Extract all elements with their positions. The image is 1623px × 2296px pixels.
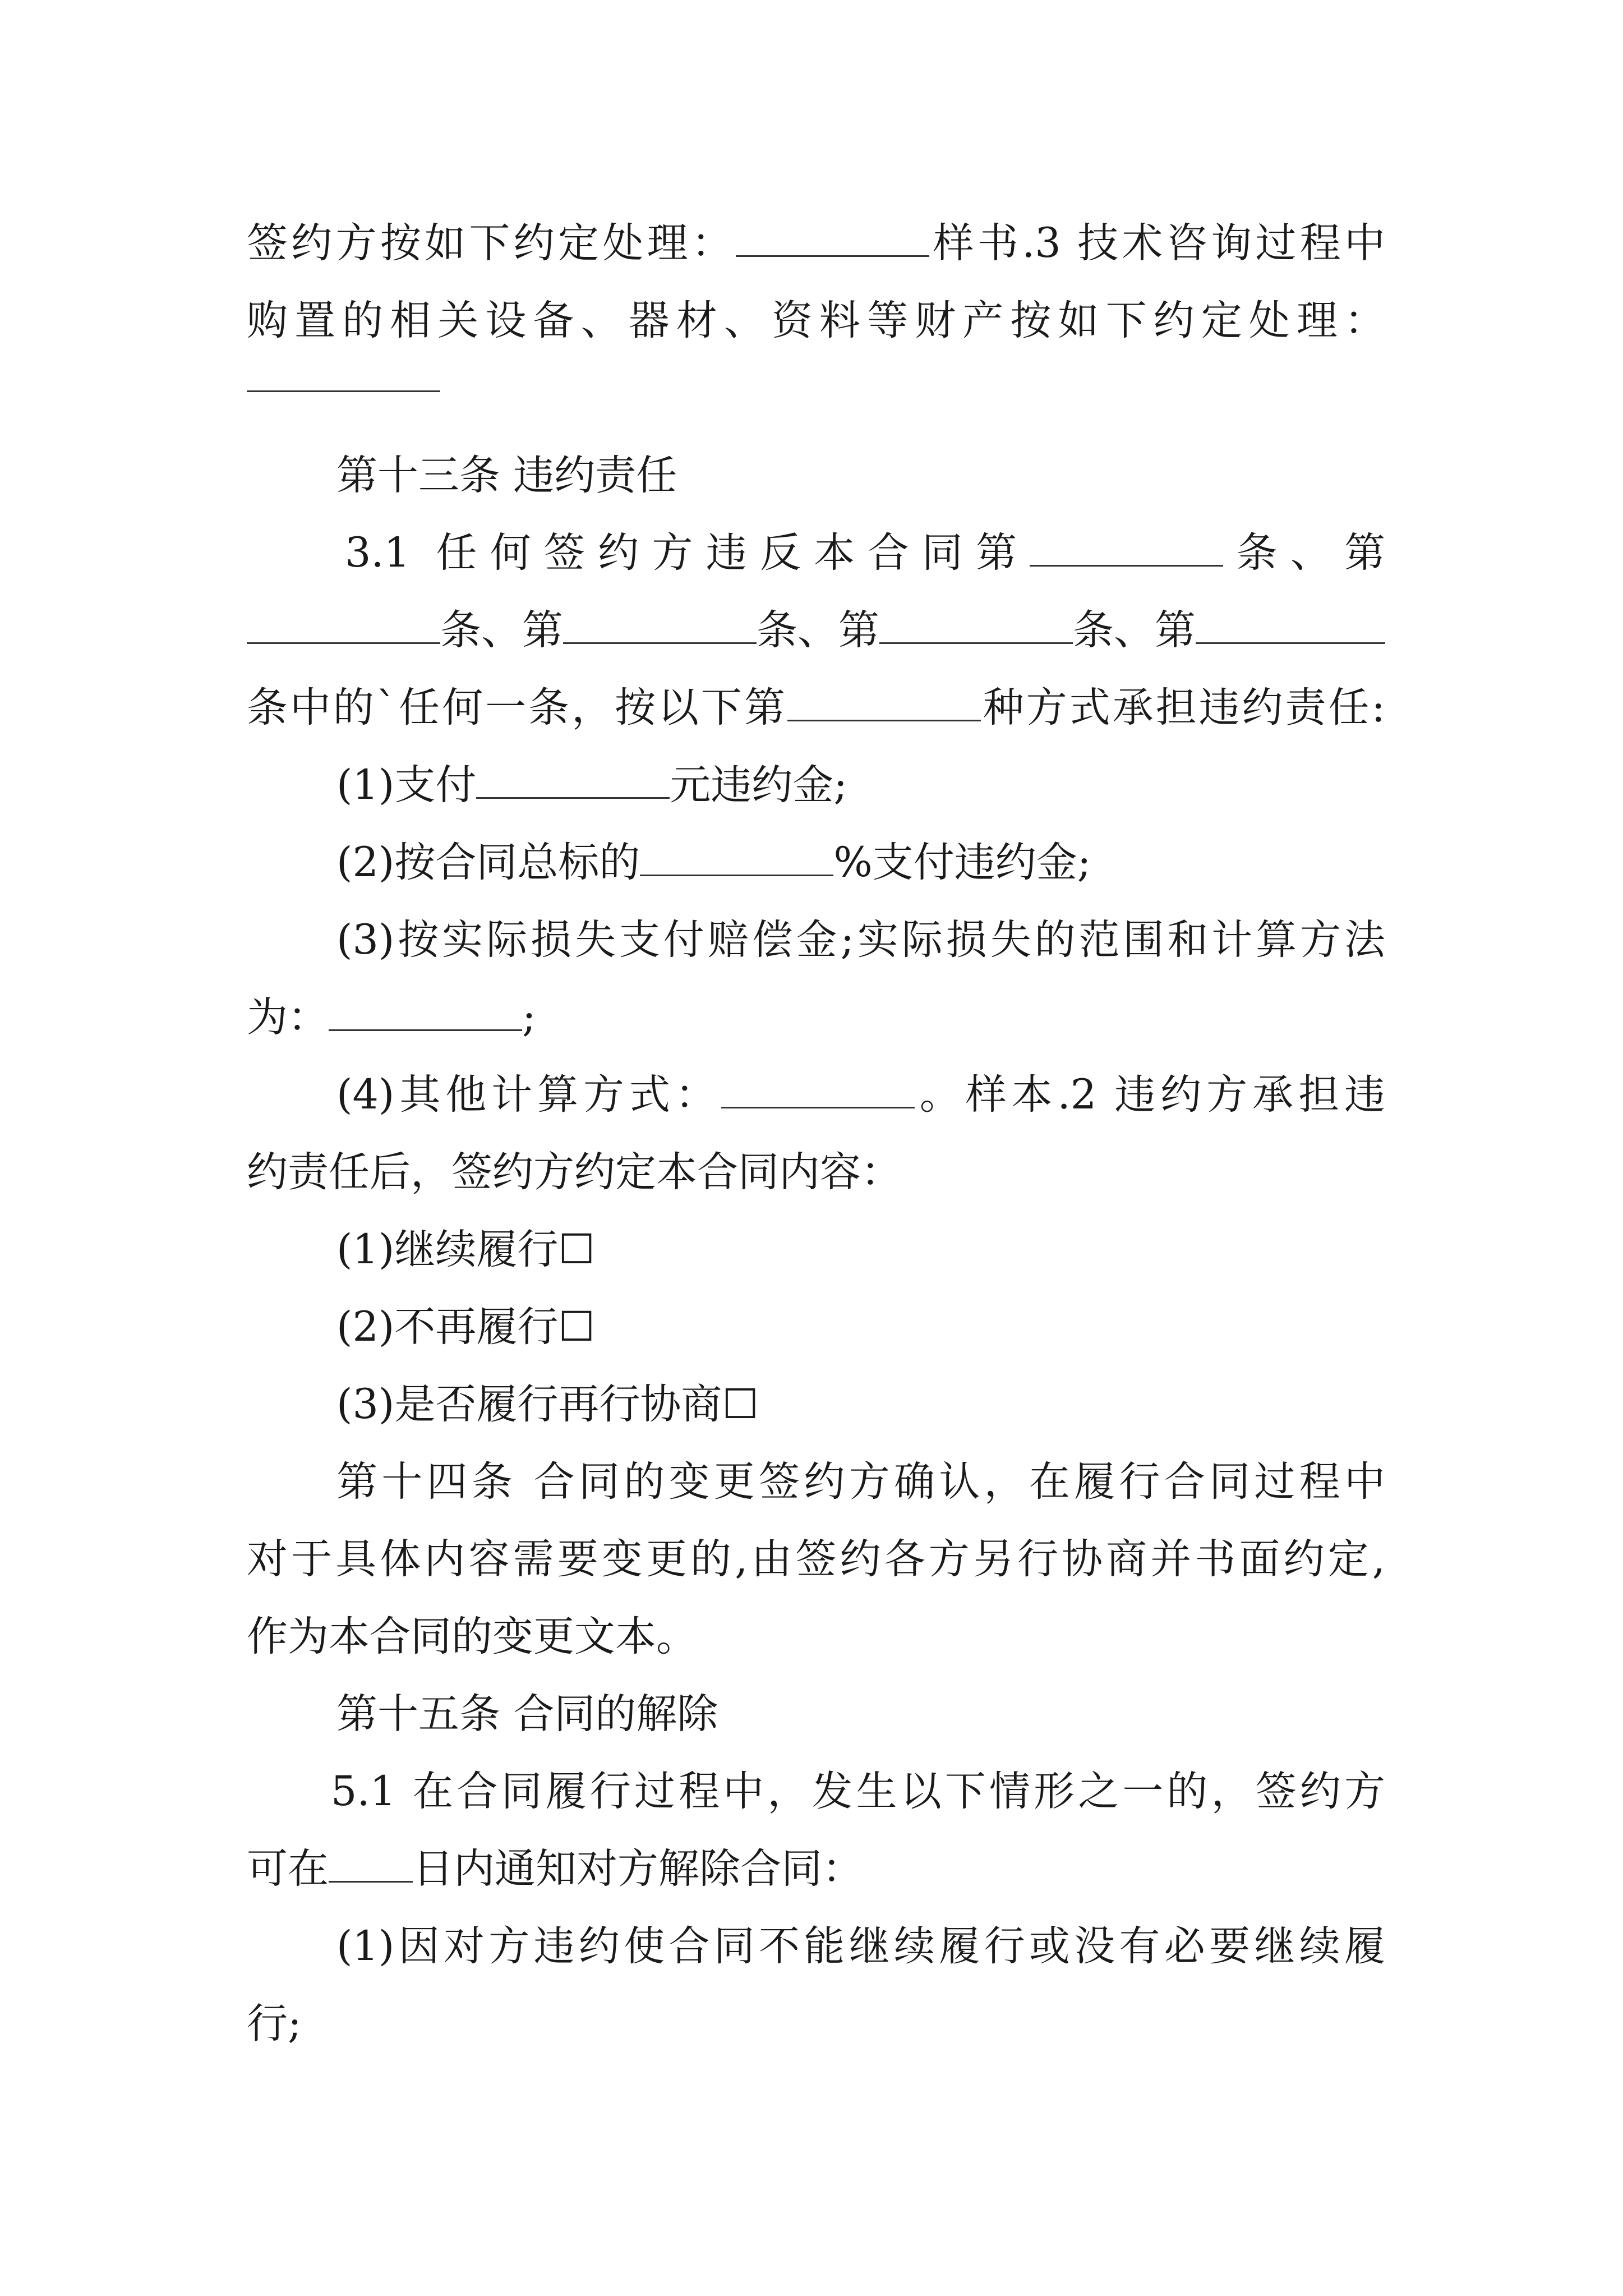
option-label: (2)不再履行☐ (336, 1303, 595, 1351)
fill-in-blank (247, 604, 440, 644)
text-segment: 元违约金; (670, 761, 848, 809)
text-line (247, 1830, 1385, 1908)
text-segment: %支付违约金; (833, 839, 1091, 886)
option-label: (3)是否履行再行协商☐ (336, 1381, 759, 1428)
text-line (247, 1598, 1385, 1676)
fill-in-blank (1030, 526, 1223, 567)
list-item (247, 901, 1385, 979)
fill-in-blank (721, 1068, 915, 1108)
fill-in-blank (787, 681, 981, 721)
fill-in-blank (640, 836, 833, 876)
text-segment: ; (522, 993, 536, 1041)
option-item (247, 1366, 1385, 1443)
text-line (247, 282, 1385, 360)
option-item (247, 1211, 1385, 1289)
section-heading (247, 437, 1385, 514)
text-line (247, 979, 1385, 1056)
fill-in-blank (563, 604, 757, 644)
text-segment: (4)其他计算方式： (336, 1071, 721, 1119)
fill-in-blank (476, 758, 670, 799)
text-line (247, 205, 1385, 282)
list-item (247, 1056, 1385, 1134)
document-page (247, 205, 1385, 2063)
text-segment: 5.1 在合同履行过程中，发生以下情形之一的，签约方 (331, 1768, 1385, 1815)
text-segment: 。样本.2 违约方承担违 (914, 1071, 1385, 1119)
fill-in-blank (329, 991, 522, 1031)
text-segment: 可在 (247, 1845, 329, 1893)
fill-in-blank (247, 382, 440, 392)
fill-in-blank (736, 217, 929, 257)
text-line (247, 1985, 1385, 2063)
text-segment: (2)按合同总标的 (336, 839, 640, 886)
text-segment: 条、第 (1073, 606, 1196, 654)
text-line (247, 669, 1385, 747)
blank-line (247, 360, 1385, 437)
text-line (247, 1134, 1385, 1211)
fill-in-blank (1196, 604, 1385, 644)
list-item (247, 747, 1385, 824)
text-segment: 条、第 (440, 606, 563, 654)
text-segment: 条、第 (757, 606, 879, 654)
text-segment: 3.1 任何签约方违反本合同第 (345, 529, 1030, 577)
text-line (247, 1753, 1385, 1830)
text-line (247, 1521, 1385, 1598)
text-segment: 为： (247, 993, 329, 1041)
text-segment: 日内通知对方解除合同： (413, 1845, 863, 1893)
text-line (247, 514, 1385, 592)
section-heading (247, 1443, 1385, 1521)
option-item (247, 1289, 1385, 1366)
list-item (247, 1908, 1385, 1985)
text-segment: 条、第 (1223, 529, 1385, 577)
text-segment: 购置的相关设备、器材、资料等财产按如下约定处理： (247, 297, 1385, 344)
list-item (247, 824, 1385, 901)
text-segment: (1)支付 (336, 761, 477, 809)
text-segment: 约责任后，签约方约定本合同内容： (247, 1148, 902, 1196)
heading-text: 第十三条 违约责任 (336, 452, 677, 499)
section-heading (247, 1676, 1385, 1753)
option-label: (1)继续履行☐ (336, 1226, 595, 1273)
text-segment: (1)因对方违约使合同不能继续履行或没有必要继续履 (336, 1922, 1385, 1970)
text-segment: 种方式承担违约责任: (980, 684, 1385, 731)
text-segment: 样书.3 技术咨询过程中 (929, 219, 1385, 267)
text-segment: 行; (247, 2000, 302, 2047)
fill-in-blank (329, 1842, 413, 1883)
fill-in-blank (879, 604, 1073, 644)
text-segment: 条中的`任何一条，按以下第 (247, 684, 787, 731)
text-segment: 第十四条 合同的变更签约方确认，在履行合同过程中 (336, 1458, 1385, 1506)
text-line (247, 592, 1385, 669)
text-segment: 签约方按如下约定处理： (247, 219, 736, 267)
text-segment: 作为本合同的变更文本。 (247, 1613, 697, 1660)
heading-text: 第十五条 合同的解除 (336, 1690, 718, 1738)
text-segment: (3)按实际损失支付赔偿金;实际损失的范围和计算方法 (336, 916, 1385, 964)
text-segment: 对于具体内容需要变更的,由签约各方另行协商并书面约定, (247, 1535, 1385, 1583)
